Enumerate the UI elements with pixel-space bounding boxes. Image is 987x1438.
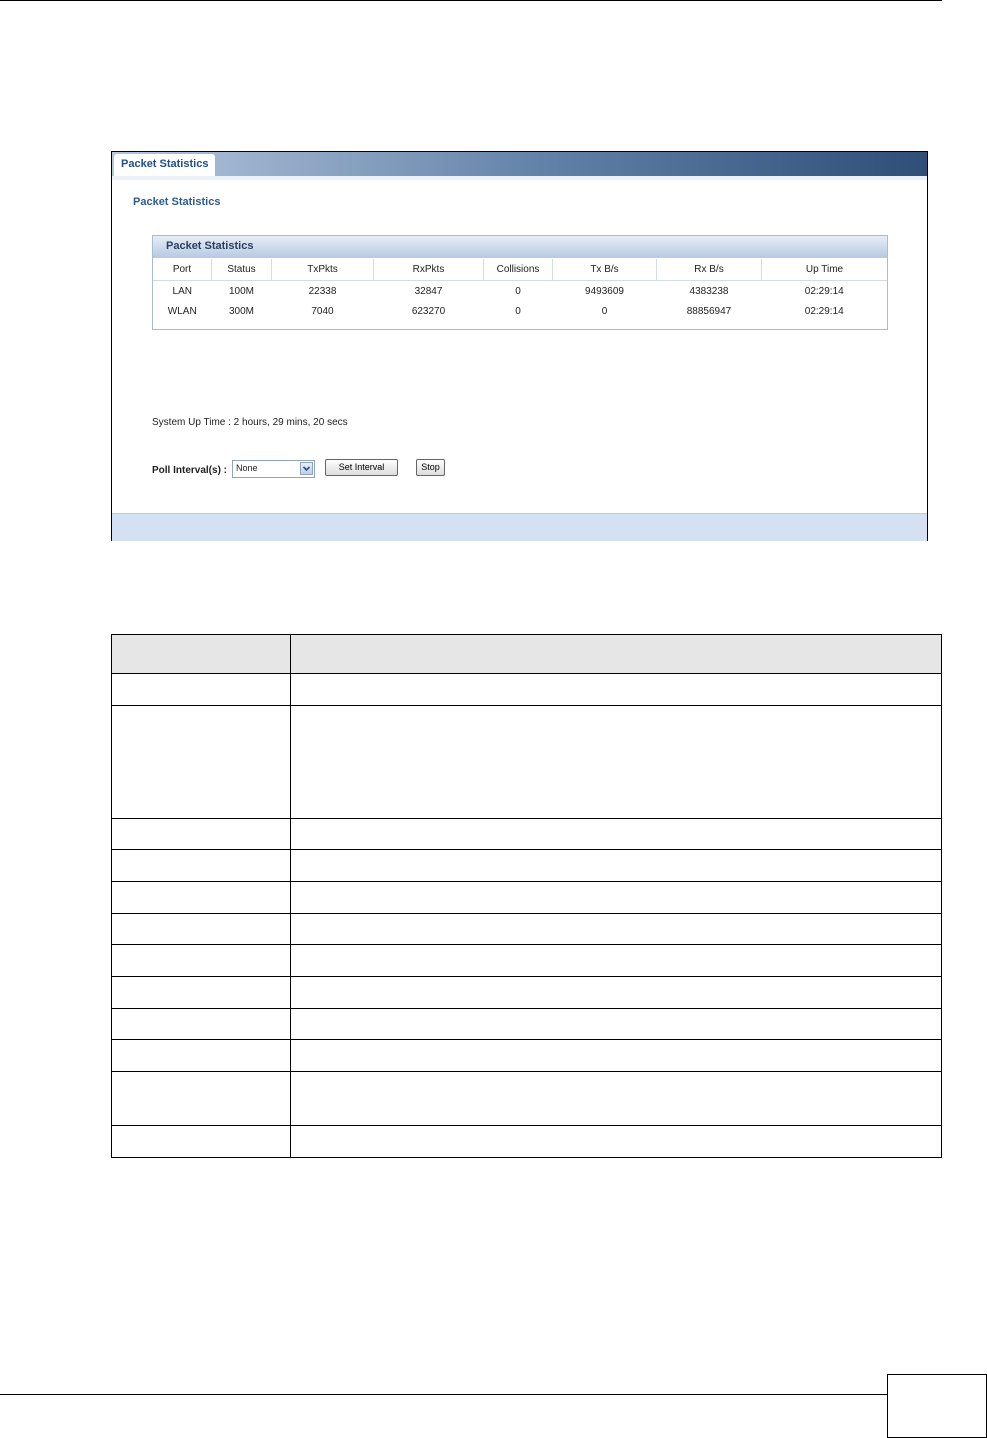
column-header-rxpkts: RxPkts: [374, 259, 484, 281]
table-row: [112, 977, 942, 1009]
column-header-tx-bps: Tx B/s: [553, 259, 657, 281]
cell-rx-bps: 88856947: [686, 305, 732, 317]
packet-statistics-window: [111, 151, 928, 541]
cell-tx-bps: 0: [601, 305, 608, 317]
cell-collisions: 0: [515, 305, 521, 317]
tab-bar: [112, 152, 927, 176]
cell-tx-bps: 9493609: [585, 285, 624, 297]
table-row: [153, 301, 887, 321]
bottom-rule: [0, 1394, 887, 1395]
column-header-status: Status: [212, 259, 272, 281]
poll-interval-select[interactable]: [232, 460, 315, 478]
cell-port: WLAN: [167, 305, 197, 317]
cell-rx-bps: 4383238: [689, 285, 729, 297]
field-description-table: [111, 634, 942, 1158]
table-row: [112, 1126, 942, 1158]
table-row: [112, 674, 942, 706]
tab-packet-statistics[interactable]: Packet Statistics: [114, 154, 215, 176]
top-rule: [0, 0, 942, 1]
packet-statistics-table: [153, 259, 887, 321]
cell-txpkts: 7040: [311, 305, 334, 317]
stop-button[interactable]: Stop: [416, 459, 445, 476]
column-header-txpkts: TxPkts: [272, 259, 374, 281]
cell-status: 300M: [228, 305, 254, 317]
footer-bar: [112, 513, 927, 541]
table-header-row: [153, 259, 887, 281]
cell-collisions: 0: [515, 285, 521, 297]
packet-statistics-panel: [152, 235, 888, 330]
table-header-row: [112, 635, 942, 674]
page-number-box: [887, 1374, 987, 1438]
table-row: [112, 945, 942, 977]
table-row: [112, 914, 942, 945]
table-row: [112, 1009, 942, 1040]
cell-rxpkts: 32847: [414, 285, 443, 297]
cell-txpkts: 22338: [308, 285, 337, 297]
system-up-time: System Up Time : 2 hours, 29 mins, 20 secs: [152, 417, 348, 428]
tab-bar-underline: [112, 176, 927, 180]
set-interval-button[interactable]: Set Interval: [325, 459, 398, 476]
cell-up-time: 02:29:14: [804, 285, 844, 297]
panel-header: [153, 236, 887, 258]
column-header-port: Port: [153, 259, 212, 281]
table-row: [112, 706, 942, 819]
column-header-collisions: Collisions: [484, 259, 553, 281]
table-row: [112, 1072, 942, 1126]
page-title: Packet Statistics: [133, 196, 221, 208]
cell-rxpkts: 623270: [411, 305, 446, 317]
cell-port: LAN: [172, 285, 192, 297]
column-header-up-time: Up Time: [762, 259, 888, 281]
table-row: [112, 819, 942, 850]
table-row: [112, 1040, 942, 1072]
chevron-down-icon[interactable]: [300, 462, 313, 475]
poll-interval-value: None: [236, 463, 258, 473]
table-row: [112, 850, 942, 882]
cell-status: 100M: [228, 285, 254, 297]
panel-title: Packet Statistics: [166, 240, 254, 252]
table-row: [112, 882, 942, 914]
table-row: [153, 281, 887, 302]
column-header-rx-bps: Rx B/s: [657, 259, 762, 281]
cell-up-time: 02:29:14: [804, 305, 844, 317]
poll-interval-label: Poll Interval(s) :: [152, 465, 228, 476]
